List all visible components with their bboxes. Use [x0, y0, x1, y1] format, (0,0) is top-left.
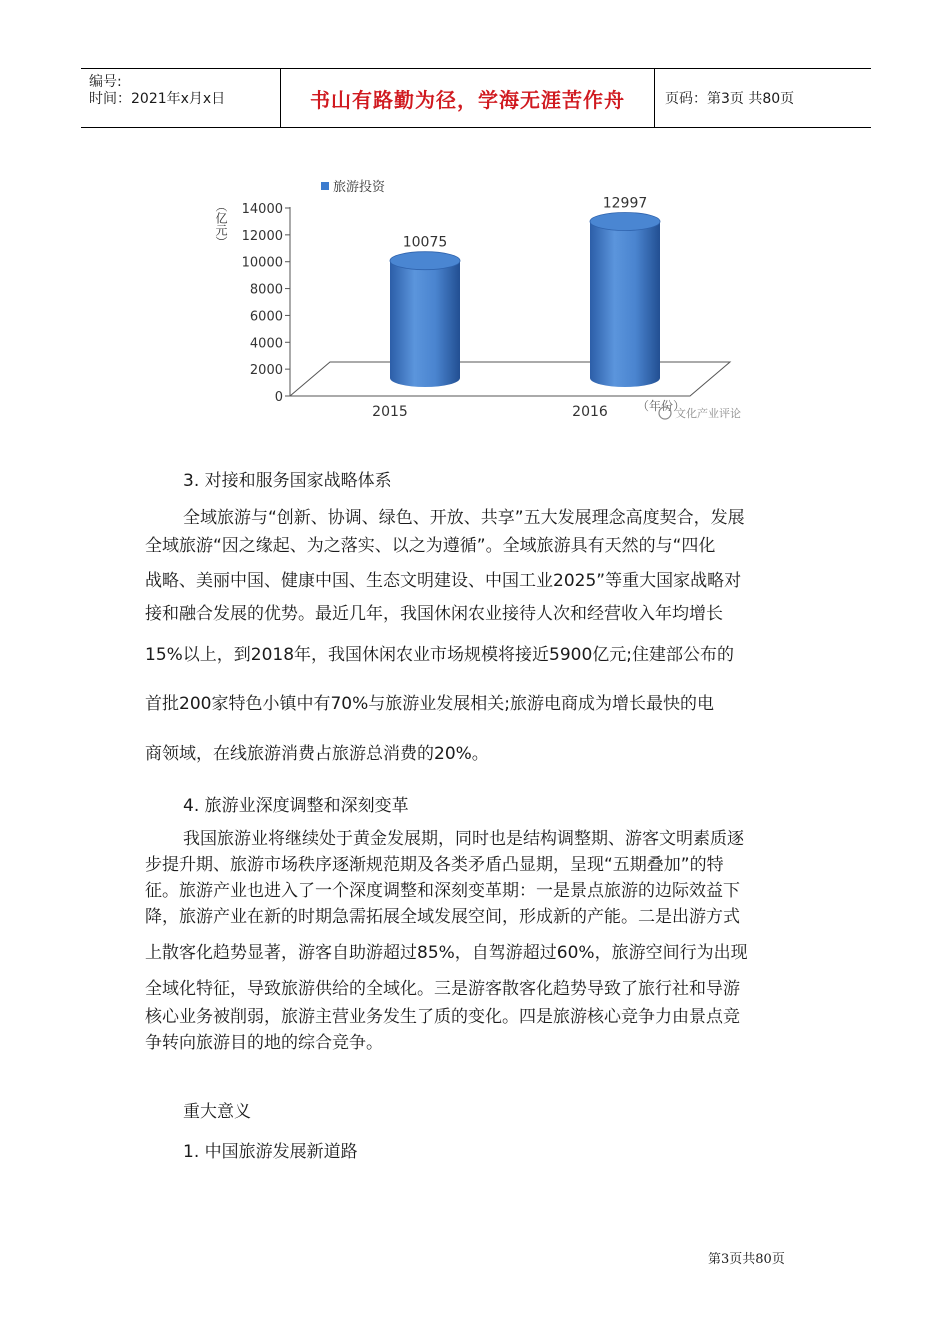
- section-3-line: 全域旅游与“创新、协调、绿色、开放、共享”五大发展理念高度契合，发展: [183, 508, 745, 528]
- section-4-heading: 4. 旅游业深度调整和深刻变革: [183, 796, 409, 816]
- bar-value-label: 12997: [602, 195, 648, 212]
- page-footer: 第3页共80页: [708, 1252, 785, 1267]
- watermark-text: 文化产业评论: [675, 407, 741, 420]
- header-motto: [281, 69, 655, 127]
- serial-label: 编号:: [89, 74, 122, 90]
- bar-2015: [390, 261, 460, 387]
- header-meta: [81, 69, 281, 127]
- section-3-line: 商领域，在线旅游消费占旅游总消费的20%。: [145, 744, 489, 764]
- y-tick-label: 10000: [241, 255, 283, 271]
- y-tick-label: 6000: [249, 309, 283, 325]
- section-4-line: 争转向旅游目的地的综合竞争。: [145, 1033, 383, 1053]
- section-4-line: 我国旅游业将继续处于黄金发展期，同时也是结构调整期、游客文明素质逐: [183, 829, 744, 849]
- x-tick-label: 2016: [572, 404, 608, 420]
- y-axis-label: （亿元）: [214, 200, 228, 248]
- bar-top-2016: [590, 212, 660, 230]
- section-4-line: 征。旅游产业也进入了一个深度调整和深刻变革期：一是景点旅游的边际效益下: [145, 881, 740, 901]
- x-tick-label: 2015: [372, 404, 408, 420]
- x-axis-label: （年份）: [637, 399, 686, 413]
- motto-text: 书山有路勤为径，学海无涯苦作舟: [310, 87, 625, 112]
- section-3-line: 15%以上，到2018年，我国休闲农业市场规模将接近5900亿元;住建部公布的: [145, 645, 735, 665]
- legend-swatch: [321, 182, 329, 190]
- y-tick-label: 8000: [249, 282, 283, 298]
- y-tick-label: 2000: [249, 363, 283, 379]
- bar-2016: [590, 221, 660, 387]
- section-4-line: 步提升期、旅游市场秩序逐渐规范期及各类矛盾凸显期，呈现“五期叠加”的特: [145, 855, 724, 875]
- y-tick-label: 12000: [241, 228, 283, 244]
- section-4-line: 全域化特征，导致旅游供给的全域化。三是游客散客化趋势导致了旅行社和导游: [145, 979, 740, 999]
- section-4-line: 核心业务被削弱，旅游主营业务发生了质的变化。四是旅游核心竞争力由景点竞: [145, 1007, 740, 1027]
- section-3-heading: 3. 对接和服务国家战略体系: [183, 471, 392, 491]
- section-4-line: 降，旅游产业在新的时期急需拓展全域发展空间，形成新的产能。二是出游方式: [145, 907, 740, 927]
- bar-top-2015: [390, 252, 460, 270]
- section-4-line: 上散客化趋势显著，游客自助游超过85%，自驾游超过60%，旅游空间行为出现: [145, 943, 748, 963]
- bar-value-label: 10075: [402, 234, 448, 251]
- major-significance-item-1: 1. 中国旅游发展新道路: [183, 1142, 358, 1162]
- header-page: [655, 69, 871, 127]
- legend-label: 旅游投资: [333, 180, 386, 195]
- y-tick-label: 14000: [241, 202, 283, 217]
- date-label: 时间：2021年x月x日: [89, 91, 226, 107]
- section-3-line: 接和融合发展的优势。最近几年，我国休闲农业接待人次和经营收入年均增长: [145, 604, 723, 624]
- section-3-line: 战略、美丽中国、健康中国、生态文明建设、中国工业2025”等重大国家战略对: [145, 571, 742, 591]
- section-3-line: 首批200家特色小镇中有70%与旅游业发展相关;旅游电商成为增长最快的电: [145, 694, 714, 714]
- page-header: [81, 68, 871, 128]
- major-significance-heading: 重大意义: [183, 1102, 251, 1122]
- y-tick-label: 0: [274, 390, 283, 405]
- y-tick-label: 4000: [249, 336, 283, 352]
- page-label: 页码：第3页 共80页: [665, 91, 795, 107]
- section-3-line: 全域旅游“因之缘起、为之落实、以之为遵循”。全域旅游具有天然的与“四化: [145, 536, 716, 556]
- tourism-investment-chart: [205, 160, 785, 432]
